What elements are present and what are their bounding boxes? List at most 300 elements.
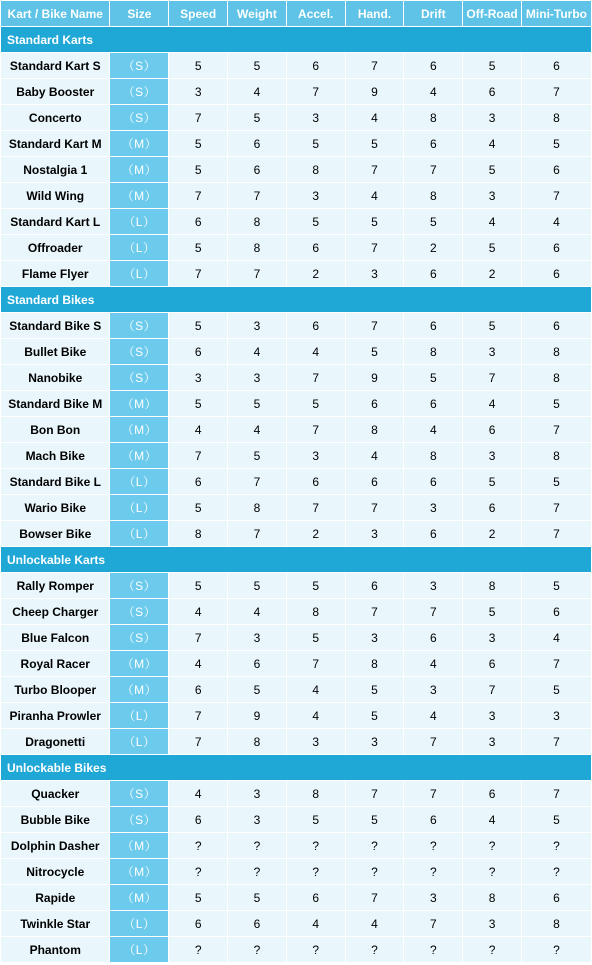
cell-accel: ?	[287, 937, 345, 962]
table-row	[1, 937, 591, 962]
table-row	[1, 833, 591, 858]
cell-size: （M）	[110, 391, 168, 416]
cell-size: （S）	[110, 53, 168, 78]
cell-speed: ?	[169, 937, 227, 962]
table-row	[1, 859, 591, 884]
section-row	[1, 755, 591, 780]
cell-name: Turbo Blooper	[1, 677, 109, 702]
cell-handling: 3	[346, 729, 404, 754]
column-header-weight: Weight	[228, 1, 286, 26]
cell-weight: 3	[228, 365, 286, 390]
cell-drift: 4	[404, 417, 462, 442]
cell-offroad: 5	[463, 235, 521, 260]
cell-speed: 7	[169, 625, 227, 650]
cell-accel: 8	[287, 599, 345, 624]
cell-name: Nitrocycle	[1, 859, 109, 884]
cell-mini-turbo: 8	[522, 365, 591, 390]
cell-size: （S）	[110, 625, 168, 650]
cell-handling: 5	[346, 339, 404, 364]
cell-handling: 4	[346, 443, 404, 468]
cell-accel: 7	[287, 651, 345, 676]
cell-accel: 4	[287, 677, 345, 702]
table-row	[1, 79, 591, 104]
cell-size: （M）	[110, 677, 168, 702]
cell-accel: 6	[287, 313, 345, 338]
column-header-size: Size	[110, 1, 168, 26]
cell-name: Flame Flyer	[1, 261, 109, 286]
cell-handling: 4	[346, 183, 404, 208]
cell-handling: 6	[346, 573, 404, 598]
cell-size: （M）	[110, 417, 168, 442]
cell-drift: 3	[404, 885, 462, 910]
cell-handling: 7	[346, 599, 404, 624]
cell-name: Piranha Prowler	[1, 703, 109, 728]
cell-drift: 8	[404, 443, 462, 468]
cell-weight: 5	[228, 53, 286, 78]
cell-mini-turbo: ?	[522, 937, 591, 962]
cell-size: （L）	[110, 235, 168, 260]
cell-drift: 6	[404, 807, 462, 832]
table-row	[1, 313, 591, 338]
cell-handling: 9	[346, 79, 404, 104]
cell-name: Standard Kart L	[1, 209, 109, 234]
cell-size: （M）	[110, 651, 168, 676]
cell-speed: 4	[169, 651, 227, 676]
cell-speed: 8	[169, 521, 227, 546]
cell-accel: 3	[287, 443, 345, 468]
cell-weight: 7	[228, 261, 286, 286]
column-header-drift: Drift	[404, 1, 462, 26]
cell-offroad: 2	[463, 261, 521, 286]
cell-offroad: 6	[463, 651, 521, 676]
cell-size: （M）	[110, 859, 168, 884]
cell-handling: 8	[346, 651, 404, 676]
cell-offroad: ?	[463, 937, 521, 962]
table-row	[1, 573, 591, 598]
cell-offroad: 3	[463, 183, 521, 208]
cell-size: （S）	[110, 573, 168, 598]
cell-name: Twinkle Star	[1, 911, 109, 936]
cell-speed: 4	[169, 599, 227, 624]
cell-name: Royal Racer	[1, 651, 109, 676]
section-title: Unlockable Karts	[1, 547, 591, 572]
cell-size: （M）	[110, 885, 168, 910]
cell-name: Bon Bon	[1, 417, 109, 442]
cell-speed: 6	[169, 911, 227, 936]
section-title: Standard Karts	[1, 27, 591, 52]
cell-size: （L）	[110, 209, 168, 234]
cell-speed: 3	[169, 365, 227, 390]
cell-handling: 6	[346, 469, 404, 494]
table-row	[1, 131, 591, 156]
cell-accel: 5	[287, 625, 345, 650]
cell-mini-turbo: 4	[522, 209, 591, 234]
table-row	[1, 365, 591, 390]
cell-offroad: 4	[463, 807, 521, 832]
cell-accel: 2	[287, 261, 345, 286]
table-row	[1, 729, 591, 754]
cell-mini-turbo: ?	[522, 833, 591, 858]
cell-name: Offroader	[1, 235, 109, 260]
table-row	[1, 703, 591, 728]
cell-drift: 2	[404, 235, 462, 260]
cell-name: Standard Kart M	[1, 131, 109, 156]
cell-accel: ?	[287, 833, 345, 858]
cell-name: Blue Falcon	[1, 625, 109, 650]
cell-offroad: 3	[463, 105, 521, 130]
cell-speed: 5	[169, 53, 227, 78]
cell-handling: 8	[346, 417, 404, 442]
cell-speed: 7	[169, 105, 227, 130]
table-row	[1, 209, 591, 234]
cell-size: （L）	[110, 729, 168, 754]
column-header-offroad: Off-Road	[463, 1, 521, 26]
cell-weight: 7	[228, 521, 286, 546]
cell-speed: 5	[169, 131, 227, 156]
cell-weight: 5	[228, 391, 286, 416]
cell-speed: ?	[169, 833, 227, 858]
cell-mini-turbo: 7	[522, 183, 591, 208]
cell-size: （M）	[110, 131, 168, 156]
cell-speed: 5	[169, 495, 227, 520]
cell-size: （M）	[110, 157, 168, 182]
cell-accel: 6	[287, 885, 345, 910]
cell-offroad: 8	[463, 573, 521, 598]
cell-drift: 7	[404, 729, 462, 754]
cell-name: Cheep Charger	[1, 599, 109, 624]
cell-drift: 4	[404, 651, 462, 676]
table-row	[1, 53, 591, 78]
cell-accel: 6	[287, 235, 345, 260]
cell-handling: ?	[346, 833, 404, 858]
cell-speed: 6	[169, 469, 227, 494]
cell-offroad: 6	[463, 417, 521, 442]
cell-speed: 7	[169, 703, 227, 728]
cell-offroad: 3	[463, 625, 521, 650]
cell-size: （L）	[110, 495, 168, 520]
cell-accel: 3	[287, 183, 345, 208]
cell-weight: 8	[228, 235, 286, 260]
cell-weight: 5	[228, 677, 286, 702]
cell-offroad: 3	[463, 911, 521, 936]
cell-weight: 3	[228, 625, 286, 650]
cell-weight: 4	[228, 339, 286, 364]
cell-accel: 5	[287, 391, 345, 416]
cell-mini-turbo: 7	[522, 495, 591, 520]
cell-weight: 8	[228, 209, 286, 234]
cell-handling: 5	[346, 209, 404, 234]
cell-speed: 6	[169, 677, 227, 702]
cell-offroad: 2	[463, 521, 521, 546]
cell-drift: 7	[404, 781, 462, 806]
cell-mini-turbo: 4	[522, 625, 591, 650]
cell-weight: ?	[228, 859, 286, 884]
cell-drift: ?	[404, 937, 462, 962]
cell-mini-turbo: 8	[522, 443, 591, 468]
cell-mini-turbo: 5	[522, 807, 591, 832]
cell-drift: ?	[404, 833, 462, 858]
section-title: Standard Bikes	[1, 287, 591, 312]
cell-size: （L）	[110, 261, 168, 286]
cell-name: Bowser Bike	[1, 521, 109, 546]
cell-mini-turbo: 7	[522, 651, 591, 676]
cell-mini-turbo: ?	[522, 859, 591, 884]
cell-mini-turbo: 8	[522, 911, 591, 936]
cell-offroad: 5	[463, 157, 521, 182]
cell-mini-turbo: 8	[522, 339, 591, 364]
cell-accel: 4	[287, 911, 345, 936]
column-header-accel: Accel.	[287, 1, 345, 26]
cell-size: （L）	[110, 937, 168, 962]
cell-offroad: 3	[463, 443, 521, 468]
cell-drift: 3	[404, 573, 462, 598]
cell-accel: 5	[287, 209, 345, 234]
cell-offroad: 4	[463, 391, 521, 416]
cell-speed: 5	[169, 573, 227, 598]
cell-name: Bullet Bike	[1, 339, 109, 364]
cell-mini-turbo: 7	[522, 79, 591, 104]
cell-weight: 5	[228, 573, 286, 598]
cell-speed: 5	[169, 157, 227, 182]
cell-speed: 5	[169, 235, 227, 260]
cell-accel: 4	[287, 703, 345, 728]
cell-offroad: ?	[463, 859, 521, 884]
cell-accel: 7	[287, 365, 345, 390]
cell-speed: 4	[169, 417, 227, 442]
cell-mini-turbo: 6	[522, 53, 591, 78]
cell-handling: 4	[346, 105, 404, 130]
cell-mini-turbo: 5	[522, 469, 591, 494]
cell-drift: 6	[404, 625, 462, 650]
cell-weight: ?	[228, 937, 286, 962]
cell-offroad: 5	[463, 53, 521, 78]
cell-handling: 5	[346, 703, 404, 728]
table-row	[1, 911, 591, 936]
cell-mini-turbo: 8	[522, 105, 591, 130]
table-body	[1, 27, 591, 962]
cell-drift: 6	[404, 313, 462, 338]
cell-mini-turbo: 5	[522, 391, 591, 416]
cell-handling: 7	[346, 495, 404, 520]
cell-weight: 4	[228, 599, 286, 624]
cell-offroad: 8	[463, 885, 521, 910]
table-row	[1, 157, 591, 182]
cell-size: （S）	[110, 781, 168, 806]
cell-size: （M）	[110, 183, 168, 208]
cell-mini-turbo: 7	[522, 781, 591, 806]
cell-drift: 8	[404, 105, 462, 130]
cell-name: Standard Kart S	[1, 53, 109, 78]
cell-accel: 7	[287, 417, 345, 442]
table-row	[1, 443, 591, 468]
cell-drift: ?	[404, 859, 462, 884]
cell-weight: 8	[228, 729, 286, 754]
cell-weight: 3	[228, 313, 286, 338]
cell-size: （S）	[110, 365, 168, 390]
cell-name: Baby Booster	[1, 79, 109, 104]
cell-weight: 3	[228, 781, 286, 806]
cell-name: Standard Bike S	[1, 313, 109, 338]
cell-offroad: 5	[463, 313, 521, 338]
cell-offroad: 5	[463, 469, 521, 494]
cell-size: （S）	[110, 599, 168, 624]
table-row	[1, 651, 591, 676]
cell-name: Standard Bike L	[1, 469, 109, 494]
table-row	[1, 625, 591, 650]
cell-offroad: 7	[463, 365, 521, 390]
section-title: Unlockable Bikes	[1, 755, 591, 780]
cell-offroad: 3	[463, 339, 521, 364]
cell-mini-turbo: 6	[522, 599, 591, 624]
cell-offroad: 7	[463, 677, 521, 702]
table-row	[1, 235, 591, 260]
cell-drift: 8	[404, 183, 462, 208]
cell-drift: 7	[404, 157, 462, 182]
cell-weight: ?	[228, 833, 286, 858]
cell-offroad: ?	[463, 833, 521, 858]
cell-name: Phantom	[1, 937, 109, 962]
cell-name: Quacker	[1, 781, 109, 806]
table-row	[1, 105, 591, 130]
cell-handling: 7	[346, 53, 404, 78]
table-row	[1, 339, 591, 364]
cell-handling: 5	[346, 131, 404, 156]
cell-handling: 9	[346, 365, 404, 390]
cell-weight: 3	[228, 807, 286, 832]
cell-speed: 6	[169, 209, 227, 234]
cell-weight: 6	[228, 911, 286, 936]
cell-handling: 3	[346, 261, 404, 286]
column-header-name: Kart / Bike Name	[1, 1, 109, 26]
cell-mini-turbo: 7	[522, 417, 591, 442]
cell-accel: 5	[287, 131, 345, 156]
cell-name: Dolphin Dasher	[1, 833, 109, 858]
cell-speed: ?	[169, 859, 227, 884]
cell-handling: 7	[346, 235, 404, 260]
cell-weight: 5	[228, 885, 286, 910]
cell-speed: 6	[169, 807, 227, 832]
cell-weight: 7	[228, 183, 286, 208]
cell-size: （L）	[110, 469, 168, 494]
cell-size: （S）	[110, 807, 168, 832]
cell-offroad: 6	[463, 781, 521, 806]
cell-accel: 5	[287, 807, 345, 832]
cell-handling: 3	[346, 625, 404, 650]
cell-speed: 5	[169, 885, 227, 910]
cell-drift: 6	[404, 521, 462, 546]
cell-drift: 3	[404, 677, 462, 702]
cell-name: Concerto	[1, 105, 109, 130]
cell-speed: 7	[169, 729, 227, 754]
cell-drift: 5	[404, 365, 462, 390]
cell-accel: 6	[287, 53, 345, 78]
table-row	[1, 677, 591, 702]
header-row	[1, 1, 591, 26]
cell-name: Rapide	[1, 885, 109, 910]
cell-handling: 4	[346, 911, 404, 936]
cell-drift: 8	[404, 339, 462, 364]
table-row	[1, 885, 591, 910]
cell-accel: 2	[287, 521, 345, 546]
cell-size: （S）	[110, 339, 168, 364]
cell-accel: 8	[287, 157, 345, 182]
cell-size: （L）	[110, 521, 168, 546]
cell-size: （S）	[110, 313, 168, 338]
column-header-speed: Speed	[169, 1, 227, 26]
section-row	[1, 287, 591, 312]
table-row	[1, 599, 591, 624]
cell-handling: 7	[346, 781, 404, 806]
cell-handling: ?	[346, 859, 404, 884]
cell-accel: 3	[287, 105, 345, 130]
cell-offroad: 5	[463, 599, 521, 624]
cell-name: Bubble Bike	[1, 807, 109, 832]
cell-drift: 4	[404, 79, 462, 104]
cell-mini-turbo: 3	[522, 703, 591, 728]
cell-mini-turbo: 7	[522, 729, 591, 754]
cell-name: Mach Bike	[1, 443, 109, 468]
cell-name: Rally Romper	[1, 573, 109, 598]
cell-drift: 7	[404, 911, 462, 936]
cell-weight: 6	[228, 651, 286, 676]
cell-size: （S）	[110, 79, 168, 104]
cell-name: Dragonetti	[1, 729, 109, 754]
cell-handling: 6	[346, 391, 404, 416]
cell-offroad: 6	[463, 79, 521, 104]
cell-weight: 8	[228, 495, 286, 520]
cell-weight: 4	[228, 79, 286, 104]
cell-weight: 4	[228, 417, 286, 442]
cell-accel: 7	[287, 79, 345, 104]
cell-name: Wario Bike	[1, 495, 109, 520]
cell-speed: 7	[169, 443, 227, 468]
table-row	[1, 807, 591, 832]
cell-accel: ?	[287, 859, 345, 884]
cell-offroad: 3	[463, 729, 521, 754]
table-row	[1, 495, 591, 520]
table-row	[1, 521, 591, 546]
cell-mini-turbo: 5	[522, 677, 591, 702]
cell-size: （M）	[110, 833, 168, 858]
cell-handling: 5	[346, 677, 404, 702]
cell-handling: 7	[346, 313, 404, 338]
cell-speed: 3	[169, 79, 227, 104]
cell-weight: 6	[228, 157, 286, 182]
cell-weight: 7	[228, 469, 286, 494]
cell-handling: 3	[346, 521, 404, 546]
cell-accel: 4	[287, 339, 345, 364]
cell-offroad: 4	[463, 131, 521, 156]
cell-name: Nostalgia 1	[1, 157, 109, 182]
cell-accel: 8	[287, 781, 345, 806]
table-row	[1, 417, 591, 442]
cell-drift: 4	[404, 703, 462, 728]
cell-weight: 6	[228, 131, 286, 156]
cell-mini-turbo: 7	[522, 521, 591, 546]
cell-mini-turbo: 5	[522, 573, 591, 598]
cell-weight: 5	[228, 443, 286, 468]
cell-name: Nanobike	[1, 365, 109, 390]
cell-size: （L）	[110, 703, 168, 728]
cell-handling: 7	[346, 157, 404, 182]
table-row	[1, 391, 591, 416]
cell-drift: 5	[404, 209, 462, 234]
cell-drift: 3	[404, 495, 462, 520]
cell-mini-turbo: 6	[522, 261, 591, 286]
section-row	[1, 27, 591, 52]
column-header-mini-turbo: Mini-Turbo	[522, 1, 591, 26]
cell-offroad: 6	[463, 495, 521, 520]
